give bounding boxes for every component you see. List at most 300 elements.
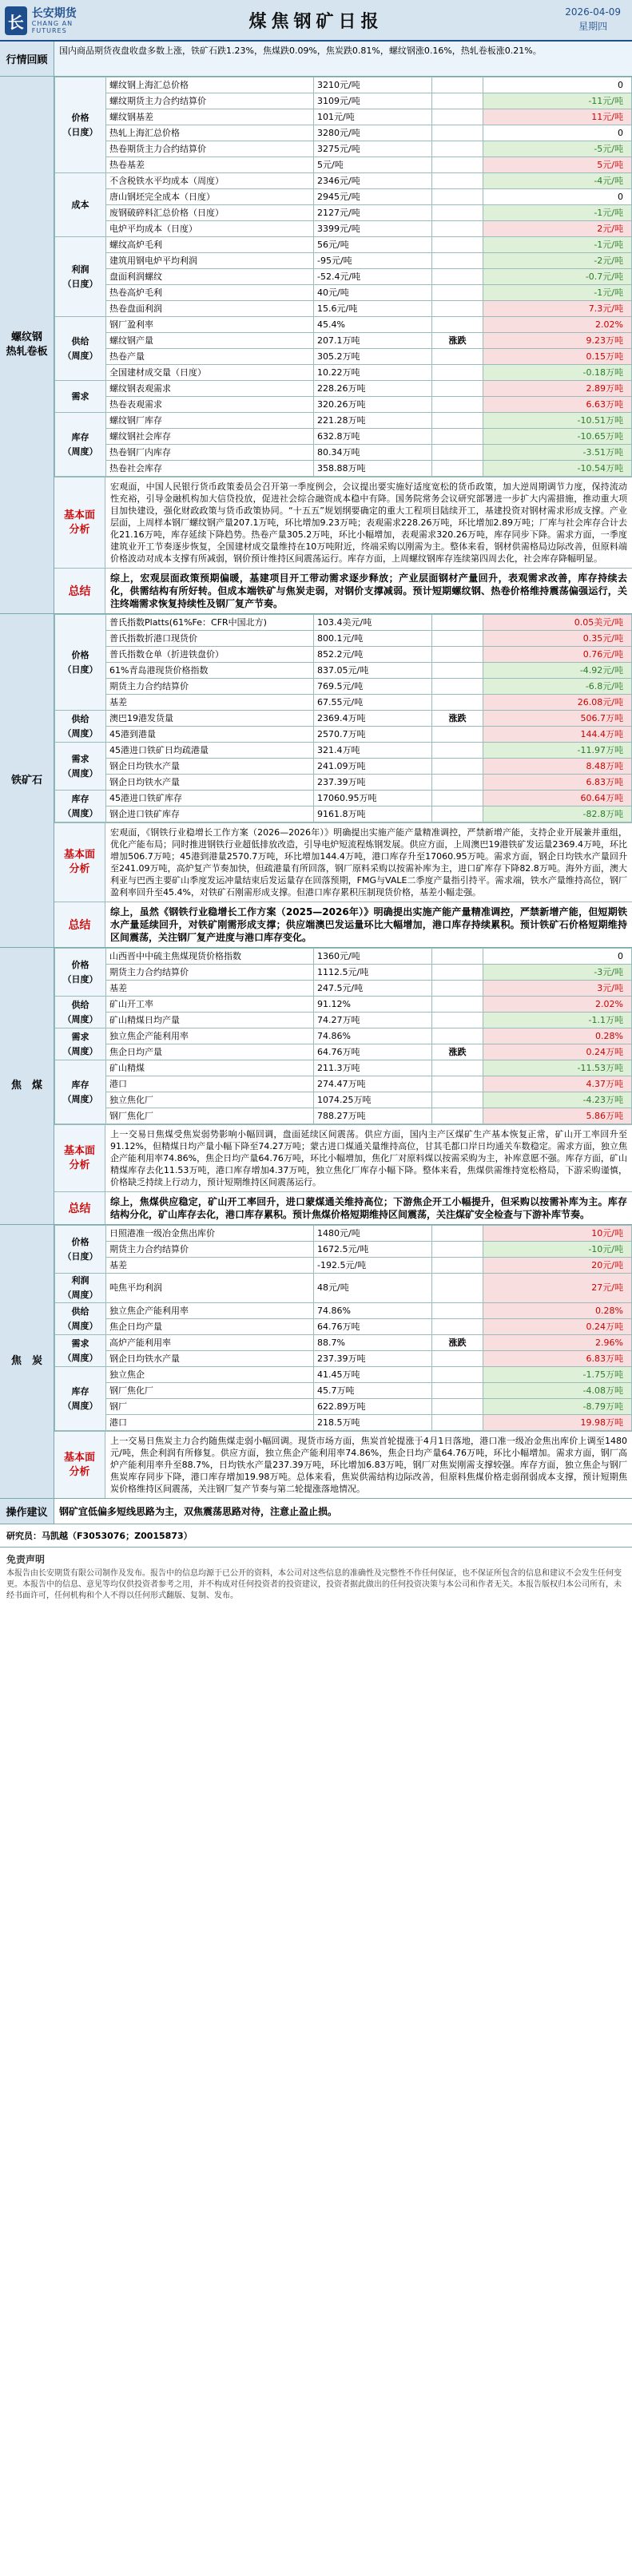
row-value: 40元/吨 bbox=[314, 285, 432, 301]
table-row bbox=[55, 1092, 632, 1108]
row-item: 普氏指数仓单（折进铁盘价） bbox=[106, 647, 314, 663]
table-row bbox=[55, 413, 632, 429]
disclaimer-text: 本报告由长安期货有限公司制作及发布。报告中的信息均源于已公开的资料，本公司对这些信息的准确性及完整性不作任何保证，也不保证所包含的信息和建议不会发生任何变更。本报告中的信息、意见等均仅供投资者参考之用，并不构成对任何投资者的投资建议，投资者据此做出的任何投资决策与本公司和作者无关。本报告版权归本公司所有，未经书面许可，任何机构和个人不得以任何形式翻版、复制、发布。 bbox=[6, 1569, 622, 1600]
row-trend: 涨跌 bbox=[432, 1044, 483, 1060]
row-item: 期货主力合约结算价 bbox=[106, 965, 314, 981]
row-item: 高炉产能利用率 bbox=[106, 1335, 314, 1351]
row-item: 热轧上海汇总价格 bbox=[106, 125, 314, 141]
row-value: 358.88万吨 bbox=[314, 461, 432, 477]
row-item: 钢企日均铁水产量 bbox=[106, 1351, 314, 1367]
row-trend bbox=[432, 1274, 483, 1303]
row-value: 3275元/吨 bbox=[314, 141, 432, 157]
date-text: 2026-04-09 bbox=[565, 6, 621, 18]
row-trend bbox=[432, 301, 483, 317]
row-change: 7.3元/吨 bbox=[483, 301, 632, 317]
disclaimer-title: 免责声明 bbox=[6, 1554, 46, 1565]
row-value: 1112.5元/吨 bbox=[314, 965, 432, 981]
row-change: 0.28% bbox=[483, 1303, 632, 1319]
row-item: 普氏指数Platts(61%Fe：CFR中国北方) bbox=[106, 615, 314, 631]
row-value: 632.8万吨 bbox=[314, 429, 432, 445]
row-value: 274.47万吨 bbox=[314, 1076, 432, 1092]
row-value: 74.86% bbox=[314, 1028, 432, 1044]
row-item: 基差 bbox=[106, 1258, 314, 1274]
row-item: 热卷产量 bbox=[106, 349, 314, 365]
coking-coal-label: 焦 煤 bbox=[0, 948, 54, 1224]
table-row bbox=[55, 791, 632, 806]
ore-summary bbox=[54, 902, 632, 947]
row-item: 废钢破碎料汇总价格（日度） bbox=[106, 205, 314, 221]
row-item: 吨焦平均利润 bbox=[106, 1274, 314, 1303]
table-row bbox=[55, 1076, 632, 1092]
table-row bbox=[55, 727, 632, 743]
row-change: 5元/吨 bbox=[483, 157, 632, 173]
row-value: 218.5万吨 bbox=[314, 1415, 432, 1431]
row-change: -11.53万吨 bbox=[483, 1060, 632, 1076]
coking-coal-summary-label: 总结 bbox=[54, 1192, 105, 1224]
row-change: -10.51万吨 bbox=[483, 413, 632, 429]
row-value: 9161.8万吨 bbox=[314, 806, 432, 822]
row-value: 3399元/吨 bbox=[314, 221, 432, 237]
row-change: 19.98万吨 bbox=[483, 1415, 632, 1431]
row-change: 0 bbox=[483, 77, 632, 93]
row-value: 48元/吨 bbox=[314, 1274, 432, 1303]
row-trend bbox=[432, 1383, 483, 1399]
row-item: 建筑用钢电炉平均利润 bbox=[106, 253, 314, 269]
table-row bbox=[55, 1383, 632, 1399]
row-change: -8.79万吨 bbox=[483, 1399, 632, 1415]
row-change: 0.05美元/吨 bbox=[483, 615, 632, 631]
row-trend bbox=[432, 1108, 483, 1124]
row-change: -1.1万吨 bbox=[483, 1013, 632, 1028]
table-row bbox=[55, 631, 632, 647]
row-item: 热卷盘面利润 bbox=[106, 301, 314, 317]
row-item: 钢厂 bbox=[106, 1399, 314, 1415]
row-trend bbox=[432, 269, 483, 285]
ore-analysis-label: 基本面 分析 bbox=[54, 823, 105, 902]
table-row bbox=[55, 269, 632, 285]
row-value: 41.45万吨 bbox=[314, 1367, 432, 1383]
row-item: 矿山开工率 bbox=[106, 997, 314, 1013]
table-row bbox=[55, 711, 632, 727]
row-trend bbox=[432, 413, 483, 429]
row-item: 期货主力合约结算价 bbox=[106, 679, 314, 695]
row-item: 45港进口铁矿库存 bbox=[106, 791, 314, 806]
row-change: -3.51万吨 bbox=[483, 445, 632, 461]
row-item: 热卷高炉毛利 bbox=[106, 285, 314, 301]
row-trend bbox=[432, 806, 483, 822]
table-row bbox=[55, 301, 632, 317]
row-trend: 涨跌 bbox=[432, 711, 483, 727]
table-row bbox=[55, 93, 632, 109]
table-row bbox=[55, 397, 632, 413]
row-value: 67.55元/吨 bbox=[314, 695, 432, 711]
row-value: 64.76万吨 bbox=[314, 1319, 432, 1335]
row-value: 305.2万吨 bbox=[314, 349, 432, 365]
table-row bbox=[55, 679, 632, 695]
row-trend bbox=[432, 1013, 483, 1028]
coke-analysis-text: 上一交易日焦炭主力合约随焦煤走弱小幅回调。现货市场方面，焦炭首轮提涨于4月1日落地，港口准一级冶金焦出库价上调至1480元/吨，焦企利润有所修复。供应方面，独立焦企产能利用率74.86%，焦企日均产量64.76万吨，环比小幅增加。需求方面，钢厂高炉产能利用率升至88.7%，日均铁水产量237.39万吨，环比增加6.83万吨，钢厂对焦炭刚需支撑较强。库存方面，独立焦企与钢厂焦炭库存同步下降，港口库存增加19.98万吨。总体来看，焦炭供需结构边际改善，但原料焦煤价格走弱削弱成本支撑，预计短期焦炭价格维持区间震荡，关注钢厂复产节奏与第二轮提涨落地情况。 bbox=[110, 1436, 627, 1494]
row-value: 2369.4万吨 bbox=[314, 711, 432, 727]
row-value: 10.22万吨 bbox=[314, 365, 432, 381]
row-change: 26.08元/吨 bbox=[483, 695, 632, 711]
row-change: -0.18万吨 bbox=[483, 365, 632, 381]
report-title: 煤焦钢矿日报 bbox=[248, 12, 384, 32]
table-row bbox=[55, 1258, 632, 1274]
row-change: 5.86万吨 bbox=[483, 1108, 632, 1124]
row-item: 独立焦企产能利用率 bbox=[106, 1028, 314, 1044]
row-item: 钢企日均铁水产量 bbox=[106, 775, 314, 791]
row-value: 1672.5元/吨 bbox=[314, 1242, 432, 1258]
row-change: 144.4万吨 bbox=[483, 727, 632, 743]
row-change: -10.54万吨 bbox=[483, 461, 632, 477]
row-value: -95元/吨 bbox=[314, 253, 432, 269]
operation-advice bbox=[0, 1499, 632, 1524]
row-trend bbox=[432, 679, 483, 695]
row-item: 45港进口铁矿日均疏港量 bbox=[106, 743, 314, 759]
row-trend bbox=[432, 141, 483, 157]
row-value: 221.28万吨 bbox=[314, 413, 432, 429]
row-value: 15.6元/吨 bbox=[314, 301, 432, 317]
row-item: 螺纹钢社会库存 bbox=[106, 429, 314, 445]
advice-text: 钢矿宜低偏多短线思路为主，双焦震荡思路对待，注意止盈止损。 bbox=[59, 1506, 338, 1517]
row-value: 56元/吨 bbox=[314, 237, 432, 253]
table-row bbox=[55, 365, 632, 381]
row-change: -11.97万吨 bbox=[483, 743, 632, 759]
table-row bbox=[55, 333, 632, 349]
row-value: 5元/吨 bbox=[314, 157, 432, 173]
row-category: 库存 （周度） bbox=[55, 791, 106, 822]
row-change: 2元/吨 bbox=[483, 221, 632, 237]
table-row bbox=[55, 615, 632, 631]
row-item: 61%青岛港现货价格指数 bbox=[106, 663, 314, 679]
row-trend bbox=[432, 695, 483, 711]
row-change: 0.76元/吨 bbox=[483, 647, 632, 663]
row-value: 2945元/吨 bbox=[314, 189, 432, 205]
row-change: 2.89万吨 bbox=[483, 381, 632, 397]
row-change: 9.23万吨 bbox=[483, 333, 632, 349]
row-item: 唐山钢坯完全成本（日度） bbox=[106, 189, 314, 205]
coke-analysis bbox=[54, 1431, 632, 1498]
row-item: 电炉平均成本（日度） bbox=[106, 221, 314, 237]
row-item: 港口 bbox=[106, 1415, 314, 1431]
row-change: 0 bbox=[483, 125, 632, 141]
row-item: 港口 bbox=[106, 1076, 314, 1092]
table-row bbox=[55, 997, 632, 1013]
table-row bbox=[55, 743, 632, 759]
row-item: 基差 bbox=[106, 695, 314, 711]
rebar-analysis-text: 宏观面，中国人民银行货币政策委员会召开第一季度例会，会议提出要实施好适度宽松的货币政策，加大逆周期调节力度，保持流动性充裕，引导金融机构加大信贷投放，促进社会综合融资成本稳中有降。国务院常务会议研究部署进一步扩大内需措施，推动重大项目加快建设，强化财政政策与货币政策协同。“十五五”规划纲要确定的重大工程项目陆续开工，基建投资对钢材需求形成支撑。产业层面，上周样本钢厂螺纹钢产量207.1万吨，环比增加9.23万吨；表观需求228.26万吨，环比增加2.89万吨；厂库与社会库存合计去化21.16万吨，库存延续下降趋势。热卷产量305.2万吨，环比小幅增加，表观需求320.26万吨，库存同步下降。需求方面，一季度建筑业开工节奏逐步恢复，全国建材成交量维持在10万吨附近，终端采购以刚需为主。整体来看，钢材供需格局边际改善，但原料端价格波动对成本支撑有所减弱，钢价预计维持区间震荡运行。库存方面，上周螺纹钢库存连续第四周去化，社会库存降幅明显。 bbox=[110, 482, 627, 564]
row-change: 6.63万吨 bbox=[483, 397, 632, 413]
row-value: 2570.7万吨 bbox=[314, 727, 432, 743]
row-value: 88.7% bbox=[314, 1335, 432, 1351]
row-value: -52.4元/吨 bbox=[314, 269, 432, 285]
row-item: 螺纹高炉毛利 bbox=[106, 237, 314, 253]
section-coking-coal bbox=[0, 948, 632, 1225]
table-row bbox=[55, 1274, 632, 1303]
row-trend bbox=[432, 949, 483, 965]
row-value: 788.27万吨 bbox=[314, 1108, 432, 1124]
row-trend bbox=[432, 157, 483, 173]
row-category: 价格 （日度） bbox=[55, 1226, 106, 1274]
row-value: 211.3万吨 bbox=[314, 1060, 432, 1076]
row-category: 库存 （周度） bbox=[55, 1060, 106, 1124]
table-row bbox=[55, 647, 632, 663]
coking-coal-analysis bbox=[54, 1124, 632, 1191]
table-row bbox=[55, 1415, 632, 1431]
row-value: 2127元/吨 bbox=[314, 205, 432, 221]
row-value: 3109元/吨 bbox=[314, 93, 432, 109]
row-trend bbox=[432, 461, 483, 477]
row-trend bbox=[432, 1060, 483, 1076]
row-trend bbox=[432, 1303, 483, 1319]
market-review bbox=[0, 42, 632, 77]
row-change: -1.75万吨 bbox=[483, 1367, 632, 1383]
coking-coal-summary bbox=[54, 1191, 632, 1224]
row-change: -5元/吨 bbox=[483, 141, 632, 157]
row-trend bbox=[432, 253, 483, 269]
row-change: 0.15万吨 bbox=[483, 349, 632, 365]
row-value: 228.26万吨 bbox=[314, 381, 432, 397]
row-trend bbox=[432, 317, 483, 333]
row-item: 热卷基差 bbox=[106, 157, 314, 173]
table-row bbox=[55, 205, 632, 221]
row-trend bbox=[432, 759, 483, 775]
row-category: 需求 （周度） bbox=[55, 1335, 106, 1367]
row-category: 价格 （日度） bbox=[55, 949, 106, 997]
table-row bbox=[55, 1060, 632, 1076]
row-trend bbox=[432, 221, 483, 237]
row-value: 1360元/吨 bbox=[314, 949, 432, 965]
row-item: 钢厂盈利率 bbox=[106, 317, 314, 333]
row-trend bbox=[432, 1351, 483, 1367]
row-change: 4.37万吨 bbox=[483, 1076, 632, 1092]
row-item: 焦企日均产量 bbox=[106, 1319, 314, 1335]
row-item: 热卷表观需求 bbox=[106, 397, 314, 413]
row-trend bbox=[432, 727, 483, 743]
row-change: -11元/吨 bbox=[483, 93, 632, 109]
row-item: 热卷钢厂内库存 bbox=[106, 445, 314, 461]
rebar-summary bbox=[54, 568, 632, 613]
row-value: -192.5元/吨 bbox=[314, 1258, 432, 1274]
row-trend bbox=[432, 189, 483, 205]
row-category: 库存 （周度） bbox=[55, 1367, 106, 1431]
table-row bbox=[55, 1242, 632, 1258]
row-item: 螺纹钢表观需求 bbox=[106, 381, 314, 397]
row-change: -10元/吨 bbox=[483, 1242, 632, 1258]
row-category: 利润 （周度） bbox=[55, 1274, 106, 1303]
row-value: 247.5元/吨 bbox=[314, 981, 432, 997]
logo-name: 长安期货 bbox=[31, 7, 77, 20]
row-value: 74.86% bbox=[314, 1303, 432, 1319]
logo-icon: 长 bbox=[5, 6, 27, 35]
rebar-summary-label: 总结 bbox=[54, 569, 105, 613]
report-date bbox=[565, 5, 621, 34]
row-change: -4元/吨 bbox=[483, 173, 632, 189]
table-row bbox=[55, 1013, 632, 1028]
row-item: 螺纹钢厂库存 bbox=[106, 413, 314, 429]
row-category: 利润 （日度） bbox=[55, 237, 106, 317]
table-row bbox=[55, 1226, 632, 1242]
row-trend bbox=[432, 445, 483, 461]
row-item: 独立焦企 bbox=[106, 1367, 314, 1383]
ore-label: 铁矿石 bbox=[0, 614, 54, 947]
row-change: 506.7万吨 bbox=[483, 711, 632, 727]
coking-coal-table bbox=[54, 948, 632, 1124]
row-change: 0 bbox=[483, 949, 632, 965]
row-value: 45.7万吨 bbox=[314, 1383, 432, 1399]
table-row bbox=[55, 1367, 632, 1383]
row-category: 需求 （周度） bbox=[55, 1028, 106, 1060]
table-row bbox=[55, 77, 632, 93]
row-category: 价格 （日度） bbox=[55, 77, 106, 173]
rebar-analysis bbox=[54, 477, 632, 568]
coke-label: 焦 炭 bbox=[0, 1225, 54, 1498]
row-item: 普氏指数折港口现货价 bbox=[106, 631, 314, 647]
review-text: 国内商品期货夜盘收盘多数上涨，铁矿石跌1.23%，焦煤跌0.09%，焦炭跌0.81%，螺纹钢涨0.16%，热轧卷板涨0.21%。 bbox=[54, 42, 632, 76]
table-row bbox=[55, 981, 632, 997]
table-row bbox=[55, 237, 632, 253]
row-trend bbox=[432, 77, 483, 93]
table-row bbox=[55, 775, 632, 791]
row-change: 0.24万吨 bbox=[483, 1319, 632, 1335]
row-category: 供给 （周度） bbox=[55, 1303, 106, 1335]
table-row bbox=[55, 1351, 632, 1367]
row-value: 852.2元/吨 bbox=[314, 647, 432, 663]
row-item: 澳巴19港发货量 bbox=[106, 711, 314, 727]
report-header bbox=[0, 0, 632, 42]
row-item: 螺纹期货主力合约结算价 bbox=[106, 93, 314, 109]
weekday-text: 星期四 bbox=[578, 21, 608, 32]
row-category: 价格 （日度） bbox=[55, 615, 106, 711]
row-trend bbox=[432, 1028, 483, 1044]
table-row bbox=[55, 381, 632, 397]
table-row bbox=[55, 1028, 632, 1044]
table-row bbox=[55, 1303, 632, 1319]
row-change: -4.23万吨 bbox=[483, 1092, 632, 1108]
row-change: 2.02% bbox=[483, 317, 632, 333]
rebar-analysis-label: 基本面 分析 bbox=[54, 478, 105, 568]
row-value: 207.1万吨 bbox=[314, 333, 432, 349]
row-item: 45港到港量 bbox=[106, 727, 314, 743]
row-value: 800.1元/吨 bbox=[314, 631, 432, 647]
table-row bbox=[55, 965, 632, 981]
table-row bbox=[55, 317, 632, 333]
table-row bbox=[55, 141, 632, 157]
section-ore bbox=[0, 614, 632, 948]
row-change: 20元/吨 bbox=[483, 1258, 632, 1274]
section-coke bbox=[0, 1225, 632, 1499]
row-change: 11元/吨 bbox=[483, 109, 632, 125]
row-value: 64.76万吨 bbox=[314, 1044, 432, 1060]
row-change: -6.8元/吨 bbox=[483, 679, 632, 695]
table-row bbox=[55, 189, 632, 205]
table-row bbox=[55, 461, 632, 477]
row-item: 基差 bbox=[106, 981, 314, 997]
coking-coal-summary-text: 综上，焦煤供应稳定，矿山开工率回升，进口蒙煤通关维持高位；下游焦企开工小幅提升，但采购以按需补库为主。库存结构分化，矿山库存去化，港口库存累积。预计焦煤价格短期维持区间震荡，关注煤矿安全检查与下游补库节奏。 bbox=[110, 1196, 627, 1220]
row-item: 钢厂焦化厂 bbox=[106, 1383, 314, 1399]
ore-summary-text: 综上，虽然《钢铁行业稳增长工作方案（2025—2026年）》明确提出实施产能产量精准调控，严禁新增产能，但短期铁水产量延续回升，对铁矿刚需形成支撑；供应端澳巴发运量环比大幅增加，港口库存持续累积。预计铁矿石价格短期维持区间震荡，关注钢厂复产进度与港口库存变化。 bbox=[110, 906, 627, 943]
row-value: 91.12% bbox=[314, 997, 432, 1013]
row-item: 热卷期货主力合约结算价 bbox=[106, 141, 314, 157]
row-trend bbox=[432, 1242, 483, 1258]
row-value: 80.34万吨 bbox=[314, 445, 432, 461]
table-row bbox=[55, 949, 632, 965]
coking-coal-analysis-label: 基本面 分析 bbox=[54, 1125, 105, 1191]
row-item: 山西晋中中硫主焦煤现货价格指数 bbox=[106, 949, 314, 965]
ore-summary-label: 总结 bbox=[54, 902, 105, 947]
row-trend bbox=[432, 775, 483, 791]
rebar-summary-text: 综上，宏观层面政策预期偏暖，基建项目开工带动需求逐步释放；产业层面钢材产量回升，表观需求改善，库存持续去化，供需结构有所好转。但成本端铁矿与焦炭走弱，对钢价支撑减弱。预计短期螺纹钢、热卷价格维持震荡偏强运行，关注终端需求恢复持续性及钢厂复产节奏。 bbox=[110, 573, 627, 609]
row-trend bbox=[432, 647, 483, 663]
row-trend bbox=[432, 1092, 483, 1108]
table-row bbox=[55, 253, 632, 269]
row-value: 769.5元/吨 bbox=[314, 679, 432, 695]
row-trend bbox=[432, 397, 483, 413]
row-change: -2元/吨 bbox=[483, 253, 632, 269]
row-item: 期货主力合约结算价 bbox=[106, 1242, 314, 1258]
row-trend bbox=[432, 285, 483, 301]
row-trend bbox=[432, 791, 483, 806]
rebar-table bbox=[54, 77, 632, 477]
coking-coal-analysis-text: 上一交易日焦煤受焦炭弱势影响小幅回调，盘面延续区间震荡。供应方面，国内主产区煤矿生产基本恢复正常，矿山开工率回升至91.12%，但精煤日均产量小幅下降至74.27万吨；蒙古进口煤通关量维持高位，甘其毛都口岸日均通关车数稳定。需求方面，独立焦企产能利用率74.86%，焦企日均产量64.76万吨，环比小幅增加，焦化厂对原料煤以按需采购为主，补库意愿不强。库存方面，矿山精煤库存去化11.53万吨，港口库存增加4.37万吨，独立焦化厂库存小幅下降。整体来看，焦煤供需维持宽松格局，下游采购谨慎，价格缺乏持续上行动力，预计短期维持区间震荡运行。 bbox=[110, 1129, 627, 1187]
row-item: 全国建材成交量（日度） bbox=[106, 365, 314, 381]
table-row bbox=[55, 109, 632, 125]
table-row bbox=[55, 1399, 632, 1415]
row-trend bbox=[432, 1226, 483, 1242]
row-trend bbox=[432, 981, 483, 997]
section-rebar bbox=[0, 77, 632, 614]
row-change: 2.02% bbox=[483, 997, 632, 1013]
row-trend: 涨跌 bbox=[432, 333, 483, 349]
row-item: 独立焦化厂 bbox=[106, 1092, 314, 1108]
row-value: 837.05元/吨 bbox=[314, 663, 432, 679]
row-trend bbox=[432, 173, 483, 189]
advice-label: 操作建议 bbox=[0, 1499, 54, 1524]
row-value: 101元/吨 bbox=[314, 109, 432, 125]
table-row bbox=[55, 759, 632, 775]
row-trend bbox=[432, 1399, 483, 1415]
coke-table bbox=[54, 1225, 632, 1431]
row-change: -3元/吨 bbox=[483, 965, 632, 981]
ore-analysis bbox=[54, 822, 632, 902]
row-value: 241.09万吨 bbox=[314, 759, 432, 775]
row-category: 供给 （周度） bbox=[55, 997, 106, 1028]
row-item: 螺纹钢基差 bbox=[106, 109, 314, 125]
row-change: 3元/吨 bbox=[483, 981, 632, 997]
row-trend bbox=[432, 743, 483, 759]
row-change: 8.48万吨 bbox=[483, 759, 632, 775]
row-trend bbox=[432, 1258, 483, 1274]
row-item: 焦企日均产量 bbox=[106, 1044, 314, 1060]
row-trend bbox=[432, 237, 483, 253]
row-change: -4.92元/吨 bbox=[483, 663, 632, 679]
row-change: 60.64万吨 bbox=[483, 791, 632, 806]
table-row bbox=[55, 1044, 632, 1060]
table-row bbox=[55, 157, 632, 173]
row-value: 321.4万吨 bbox=[314, 743, 432, 759]
table-row bbox=[55, 349, 632, 365]
analyst-info: 研究员：马凯越（F3053076；Z0015873） bbox=[0, 1524, 632, 1548]
row-trend bbox=[432, 631, 483, 647]
row-trend bbox=[432, 1415, 483, 1431]
row-change: -1元/吨 bbox=[483, 205, 632, 221]
table-row bbox=[55, 1319, 632, 1335]
row-trend bbox=[432, 109, 483, 125]
table-row bbox=[55, 173, 632, 189]
row-trend bbox=[432, 429, 483, 445]
row-trend bbox=[432, 615, 483, 631]
row-trend bbox=[432, 205, 483, 221]
